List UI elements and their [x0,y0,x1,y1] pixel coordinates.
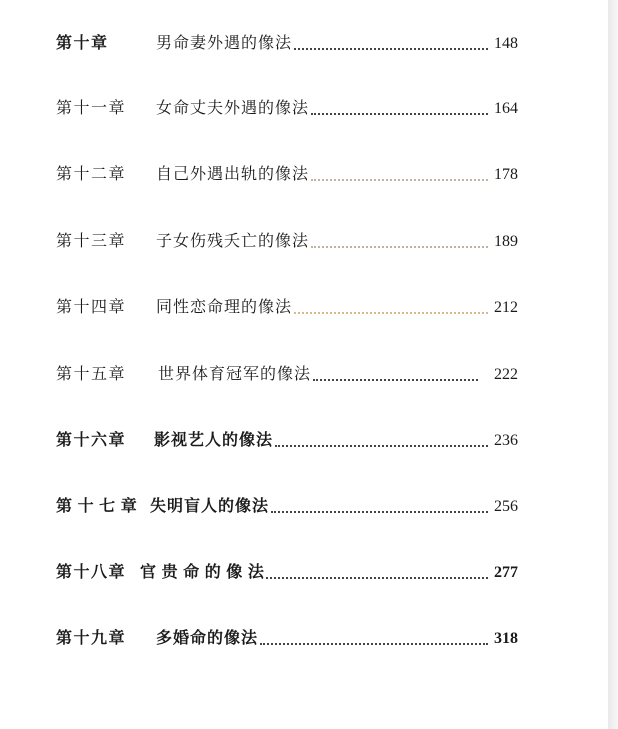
toc-entry-ch17 [56,493,518,517]
chapter-number: 第十六章 [56,430,127,449]
toc-entry-ch13 [56,228,518,252]
leader-dots [260,627,488,645]
toc-entry-ch16 [56,427,518,451]
chapter-number: 第十九章 [56,628,127,647]
toc-entry-ch14 [56,294,518,318]
chapter-title: 女命丈夫外遇的像法 [156,98,310,117]
chapter-number: 第十一章 [56,98,127,117]
chapter-title: 同性恋命理的像法 [156,297,293,316]
chapter-number: 第 十 七 章 [56,496,137,515]
page-number: 318 [494,630,518,647]
chapter-title: 多婚命的像法 [156,628,259,647]
toc-entry-ch12 [56,161,518,185]
leader-dots [311,230,488,248]
toc-entry-ch11 [56,95,518,119]
page-number: 148 [494,35,518,52]
toc-entry-ch19 [56,625,518,649]
page-number: 164 [494,100,518,117]
page-number: 277 [494,564,518,581]
page-number: 222 [494,366,518,383]
page-edge-shadow [608,0,618,729]
leader-dots [294,296,488,314]
chapter-number: 第十二章 [56,164,127,183]
page-number: 189 [494,233,518,250]
chapter-title: 世界体育冠军的像法 [158,364,312,383]
chapter-number: 第十章 [56,33,109,52]
page-number: 178 [494,166,518,183]
leader-dots [313,363,478,381]
leader-dots [266,561,488,579]
leader-dots [271,495,488,513]
leader-dots [294,32,488,50]
chapter-title: 影视艺人的像法 [154,430,274,449]
toc-entry-ch15 [56,361,518,385]
toc-entry-ch18 [56,559,518,583]
page-number: 212 [494,299,518,316]
leader-dots [311,97,488,115]
chapter-title: 自己外遇出轨的像法 [156,164,310,183]
chapter-title: 官 贵 命 的 像 法 [140,562,264,581]
toc-entry-ch10 [56,30,518,54]
leader-dots [275,429,488,447]
chapter-number: 第十八章 [56,562,127,581]
chapter-number: 第十三章 [56,231,127,250]
chapter-title: 男命妻外遇的像法 [156,33,293,52]
page-number: 256 [494,498,518,515]
chapter-title: 子女伤残夭亡的像法 [156,231,310,250]
chapter-number: 第十四章 [56,297,127,316]
chapter-title: 失明盲人的像法 [150,496,270,515]
leader-dots [311,163,488,181]
chapter-number: 第十五章 [56,364,127,383]
page-number: 236 [494,432,518,449]
